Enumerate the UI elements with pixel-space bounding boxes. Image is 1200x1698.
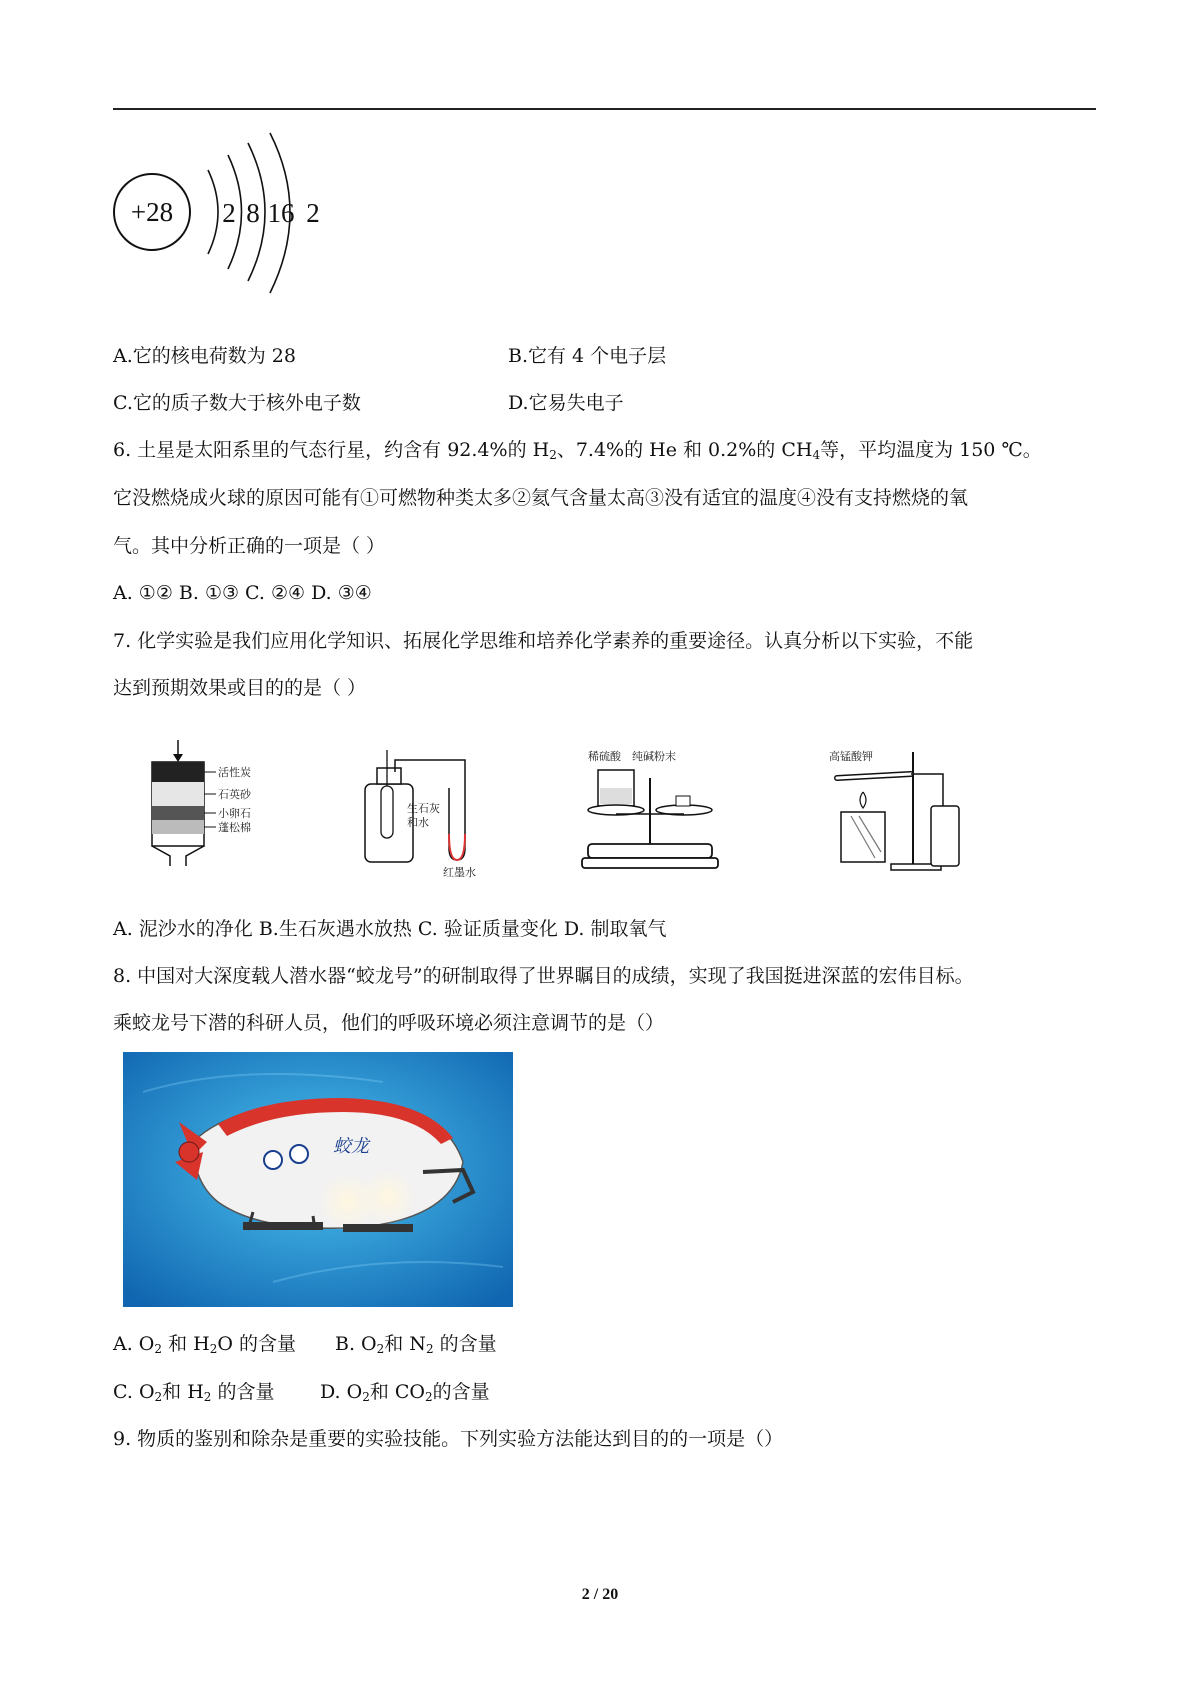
q5-option-a: A.它的核电荷数为 28 bbox=[113, 345, 296, 367]
q8c-mid: 和 H bbox=[162, 1381, 204, 1403]
label-potassium-permanganate: 高锰酸钾 bbox=[829, 750, 873, 763]
jiaolong-submersible-image bbox=[123, 1052, 513, 1307]
q6-line-2: 它没燃烧成火球的原因可能有①可燃物种类太多②氦气含量太高③没有适宜的温度④没有支持燃烧的氧 bbox=[113, 487, 969, 509]
submersible-illustration bbox=[123, 1052, 513, 1307]
label-pebbles: 小卵石 bbox=[218, 807, 251, 820]
experiment-filter-figure bbox=[140, 738, 270, 873]
q8b-sub-n: 2 bbox=[425, 1342, 434, 1356]
q8d-sub-co: 2 bbox=[425, 1390, 433, 1404]
label-cotton: 蓬松棉 bbox=[218, 821, 251, 834]
q5-option-c: C.它的质子数大于核外电子数 bbox=[113, 392, 361, 414]
q9-line-1: 9. 物质的鉴别和除杂是重要的实验技能。下列实验方法能达到目的的一项是（） bbox=[113, 1428, 784, 1450]
q8b-pre: B. O bbox=[335, 1333, 377, 1355]
q8c-sub-h: 2 bbox=[203, 1390, 212, 1404]
q8d-sub-o: 2 bbox=[362, 1390, 370, 1404]
shell-count-4: 2 bbox=[306, 198, 320, 228]
q8-option-a bbox=[113, 1331, 296, 1362]
label-quartz-sand: 石英砂 bbox=[218, 788, 251, 801]
q7-options: A. 泥沙水的净化 B.生石灰遇水放热 C. 验证质量变化 D. 制取氧气 bbox=[113, 918, 667, 940]
label-red-ink: 红墨水 bbox=[443, 866, 476, 878]
q6-text-a: 6. 土星是太阳系里的气态行星，约含有 92.4%的 H bbox=[113, 439, 550, 461]
q8-option-b bbox=[335, 1331, 497, 1362]
q7-line-1: 7. 化学实验是我们应用化学知识、拓展化学思维和培养化学素养的重要途径。认真分析以下实验，不能 bbox=[113, 630, 974, 652]
q6-text-c: 等，平均温度为 150 ℃。 bbox=[820, 439, 1042, 461]
q8d-pre: D. O bbox=[320, 1381, 363, 1403]
label-quicklime: 生石灰 bbox=[407, 802, 440, 815]
q8-line-2: 乘蛟龙号下潜的科研人员，他们的呼吸环境必须注意调节的是（） bbox=[113, 1012, 665, 1034]
atom-structure-diagram bbox=[110, 125, 340, 305]
shell-count-2: 8 bbox=[246, 198, 260, 228]
q5-option-b: B.它有 4 个电子层 bbox=[508, 345, 667, 367]
q6-sub-ch4: 4 bbox=[812, 448, 821, 462]
label-and-water: 和水 bbox=[407, 816, 429, 829]
q8a-sub-h: 2 bbox=[209, 1342, 218, 1356]
q6-options: A. ①② B. ①③ C. ②④ D. ③④ bbox=[113, 582, 372, 604]
q5-option-d: D.它易失电子 bbox=[508, 392, 624, 414]
q8a-mid: 和 H bbox=[162, 1333, 210, 1355]
label-activated-carbon: 活性炭 bbox=[218, 766, 251, 779]
q8-option-d bbox=[320, 1379, 490, 1410]
q8c-sub-o: 2 bbox=[154, 1390, 163, 1404]
nucleus-charge: +28 bbox=[130, 197, 174, 227]
q8c-post: 的含量 bbox=[211, 1381, 275, 1403]
experiment-quicklime-figure bbox=[355, 748, 495, 878]
q6-text-b: 、7.4%的 He 和 0.2%的 CH bbox=[556, 439, 813, 461]
q8d-post: 的含量 bbox=[432, 1381, 490, 1403]
q8a-pre: A. O bbox=[113, 1333, 155, 1355]
q8b-post: 的含量 bbox=[433, 1333, 497, 1355]
q8b-sub-o: 2 bbox=[376, 1342, 385, 1356]
q8a-post: O 的含量 bbox=[217, 1333, 296, 1355]
svg-text:蛟龙: 蛟龙 bbox=[333, 1136, 369, 1157]
shell-arc-1 bbox=[208, 170, 218, 254]
shell-count-1: 2 bbox=[222, 198, 236, 228]
q8a-sub-o: 2 bbox=[154, 1342, 163, 1356]
q8d-mid: 和 CO bbox=[369, 1381, 426, 1403]
page-number: 2 / 20 bbox=[581, 1586, 619, 1603]
label-dilute-sulfuric-acid: 稀硫酸 bbox=[588, 750, 621, 763]
q6-line-3: 气。其中分析正确的一项是（ ） bbox=[113, 535, 386, 557]
q8c-pre: C. O bbox=[113, 1381, 155, 1403]
label-soda-powder: 纯碱粉末 bbox=[632, 750, 676, 763]
header-rule bbox=[113, 108, 1096, 110]
q8b-mid: 和 N bbox=[384, 1333, 426, 1355]
experiment-oxygen-figure bbox=[825, 748, 975, 878]
q8-line-1: 8. 中国对大深度载人潜水器“蛟龙号”的研制取得了世界瞩目的成绩，实现了我国挺进深蓝的宏伟目标。 bbox=[113, 965, 974, 987]
q6-line-1 bbox=[113, 437, 1042, 468]
q7-line-2: 达到预期效果或目的的是（ ） bbox=[113, 677, 367, 699]
shell-count-3: 16 bbox=[267, 198, 295, 228]
q6-sub-h2: 2 bbox=[549, 448, 557, 462]
q8-option-c bbox=[113, 1379, 274, 1410]
experiment-balance-figure bbox=[580, 748, 720, 873]
